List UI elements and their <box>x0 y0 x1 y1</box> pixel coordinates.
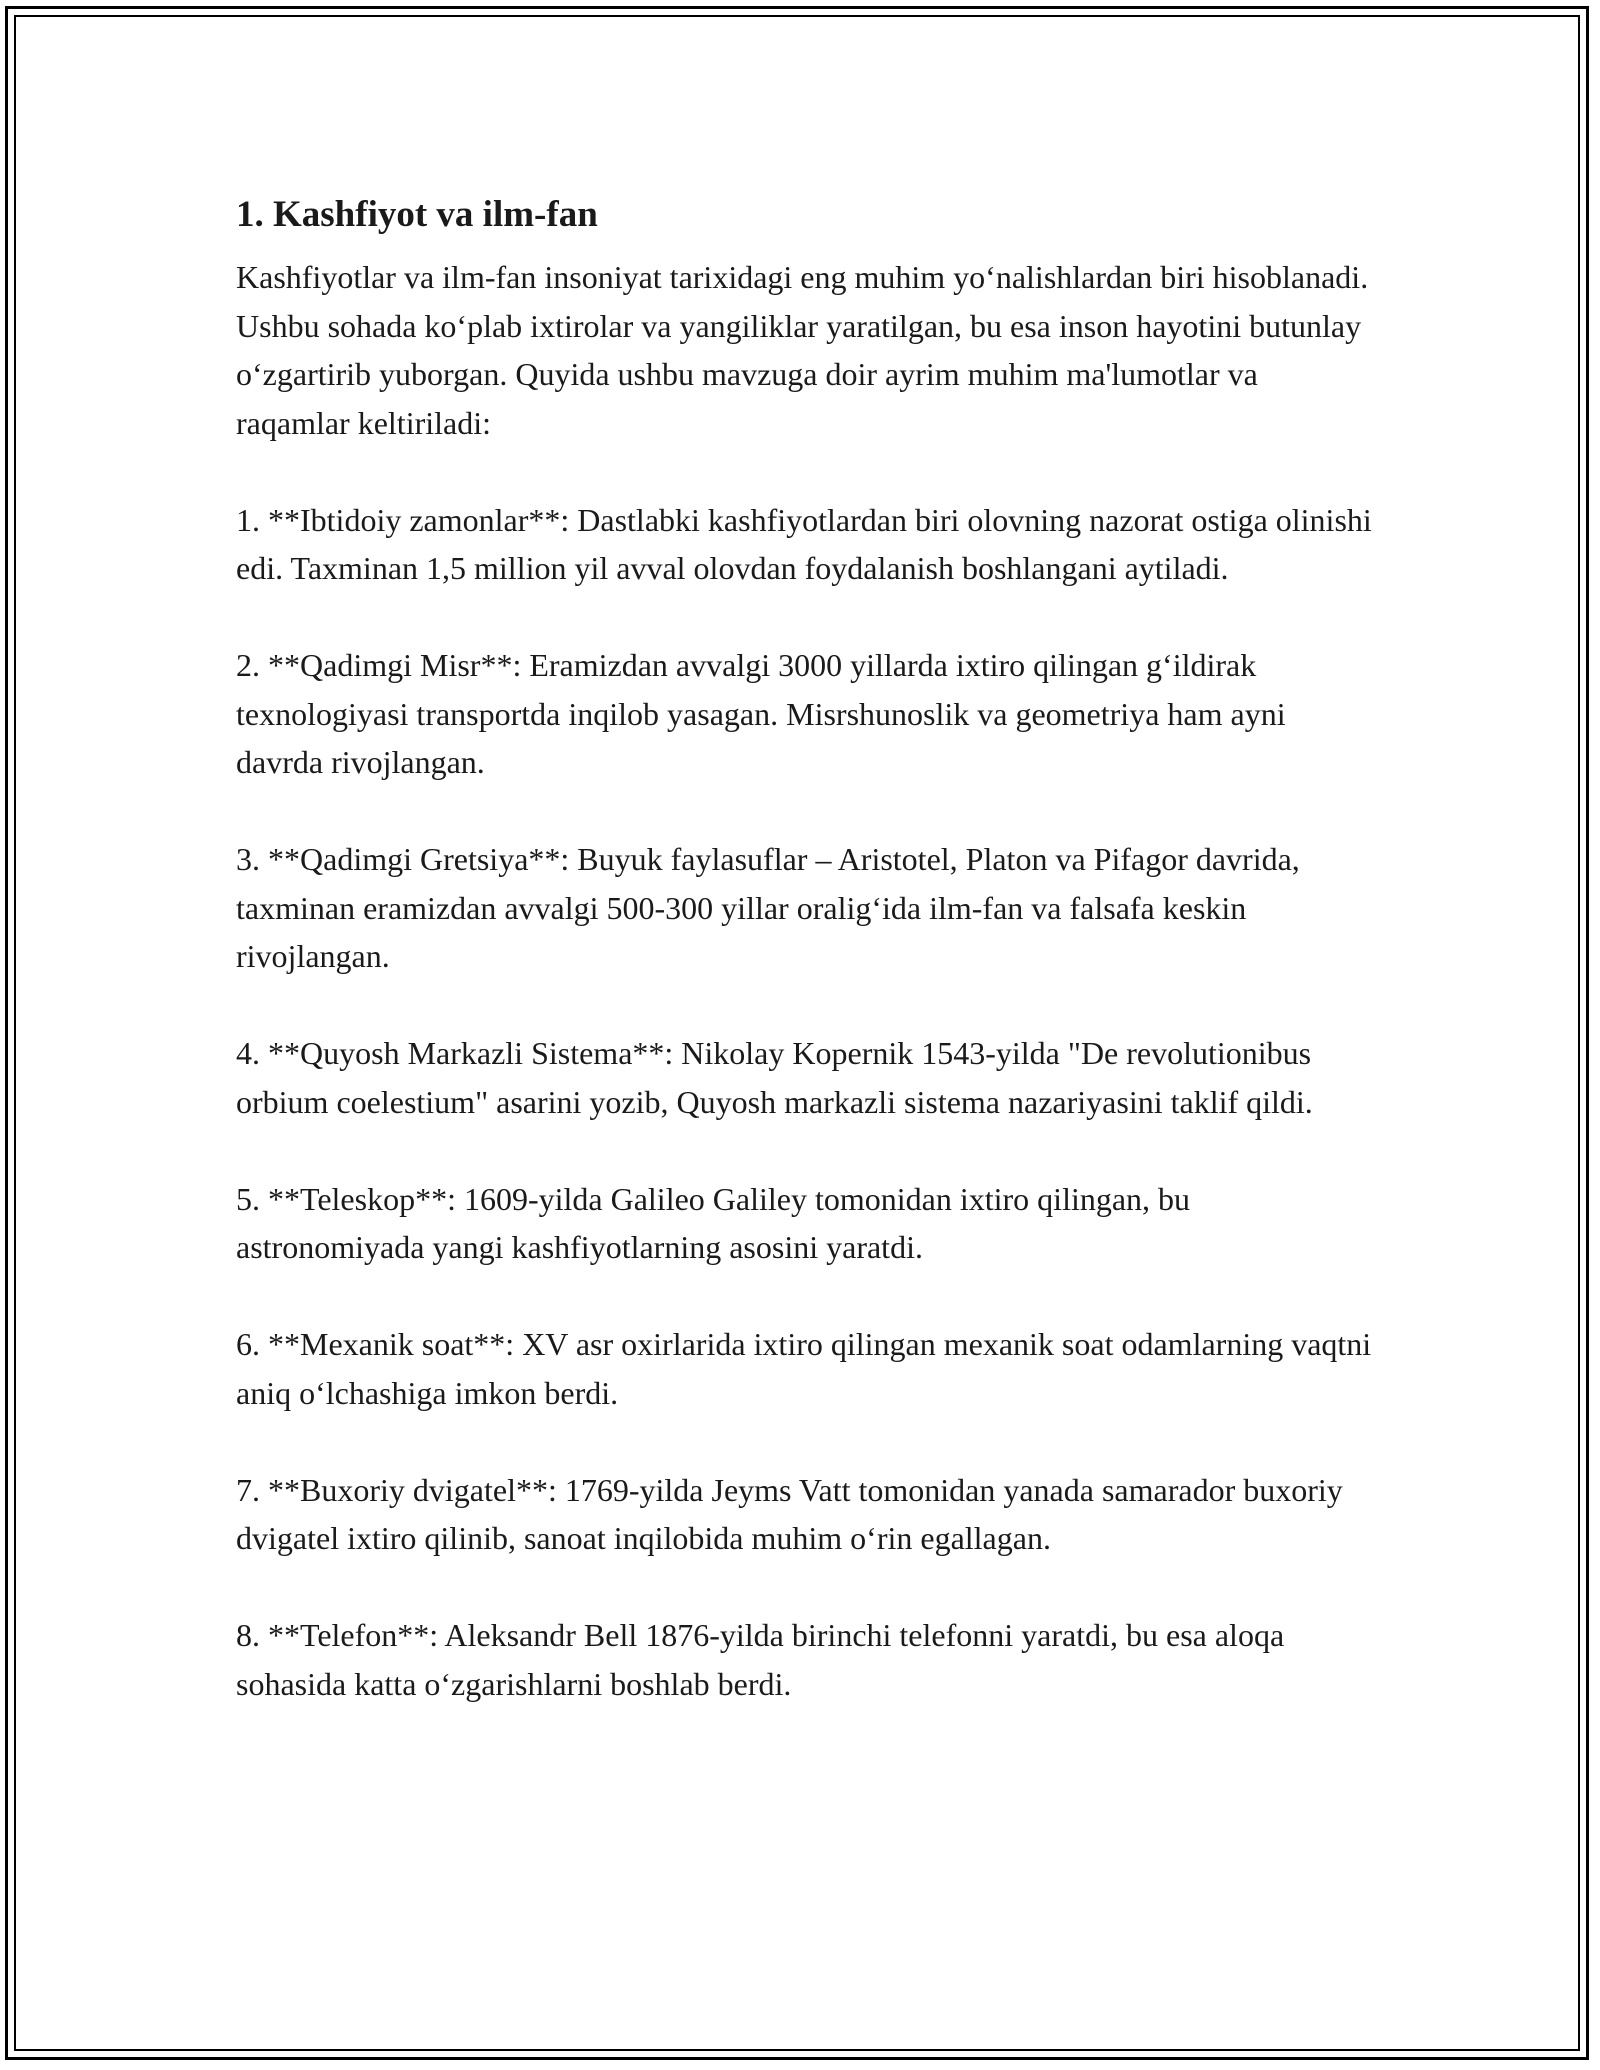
list-item-8: 8. **Telefon**: Aleksandr Bell 1876-yilda birinchi telefonni yaratdi, bu esa aloqa sohasida katta o‘zgarishlarni boshlab berdi. <box>236 1617 1285 1702</box>
document-body <box>236 185 1376 1708</box>
list-item-6: 6. **Mexanik soat**: XV asr oxirlarida ixtiro qilingan mexanik soat odamlarning vaqtni aniq o‘lchashiga imkon berdi. <box>236 1326 1372 1411</box>
list-item-1: 1. **Ibtidoiy zamonlar**: Dastlabki kashfiyotlardan biri olovning nazorat ostiga olinishi edi. Taxminan 1,5 million yil avval olovdan foydalanish boshlangani aytiladi. <box>236 501 1372 586</box>
list-item-3: 3. **Qadimgi Gretsiya**: Buyuk faylasuflar – Aristotel, Platon va Pifagor davrida, taxminan eramizdan avvalgi 500-300 yillar oralig‘ida ilm-fan va falsafa keskin rivojlangan. <box>236 841 1300 974</box>
list-item-7: 7. **Buxoriy dvigatel**: 1769-yilda Jeyms Vatt tomonidan yanada samarador buxoriy dvigatel ixtiro qilinib, sanoat inqilobida muhim o‘rin egallagan. <box>236 1471 1343 1556</box>
list-item-4: 4. **Quyosh Markazli Sistema**: Nikolay Kopernik 1543-yilda "De revolutionibus orbium coelestium" asarini yozib, Quyosh markazli sistema nazariyasini taklif qildi. <box>236 1035 1313 1120</box>
list-item-5: 5. **Teleskop**: 1609-yilda Galileo Galiley tomonidan ixtiro qilingan, bu astronomiyada yangi kashfiyotlarning asosini yaratdi. <box>236 1180 1191 1265</box>
document-title: 1. Kashfiyot va ilm-fan <box>236 194 598 235</box>
intro-paragraph: Kashfiyotlar va ilm-fan insoniyat tarixidagi eng muhim yo‘nalishlardan biri hisoblanadi. Ushbu sohada ko‘plab ixtirolar va yangiliklar yaratilgan, bu esa inson hayotini butunlay o‘zgartirib yuborgan. Quyida ushbu mavzuga doir ayrim muhim ma'lumotlar va raqamlar keltiriladi: <box>236 259 1369 441</box>
list-item-2: 2. **Qadimgi Misr**: Eramizdan avvalgi 3000 yillarda ixtiro qilingan g‘ildirak texnologiyasi transportda inqilob yasagan. Misrshunoslik va geometriya ham ayni davrda rivojlangan. <box>236 647 1286 780</box>
